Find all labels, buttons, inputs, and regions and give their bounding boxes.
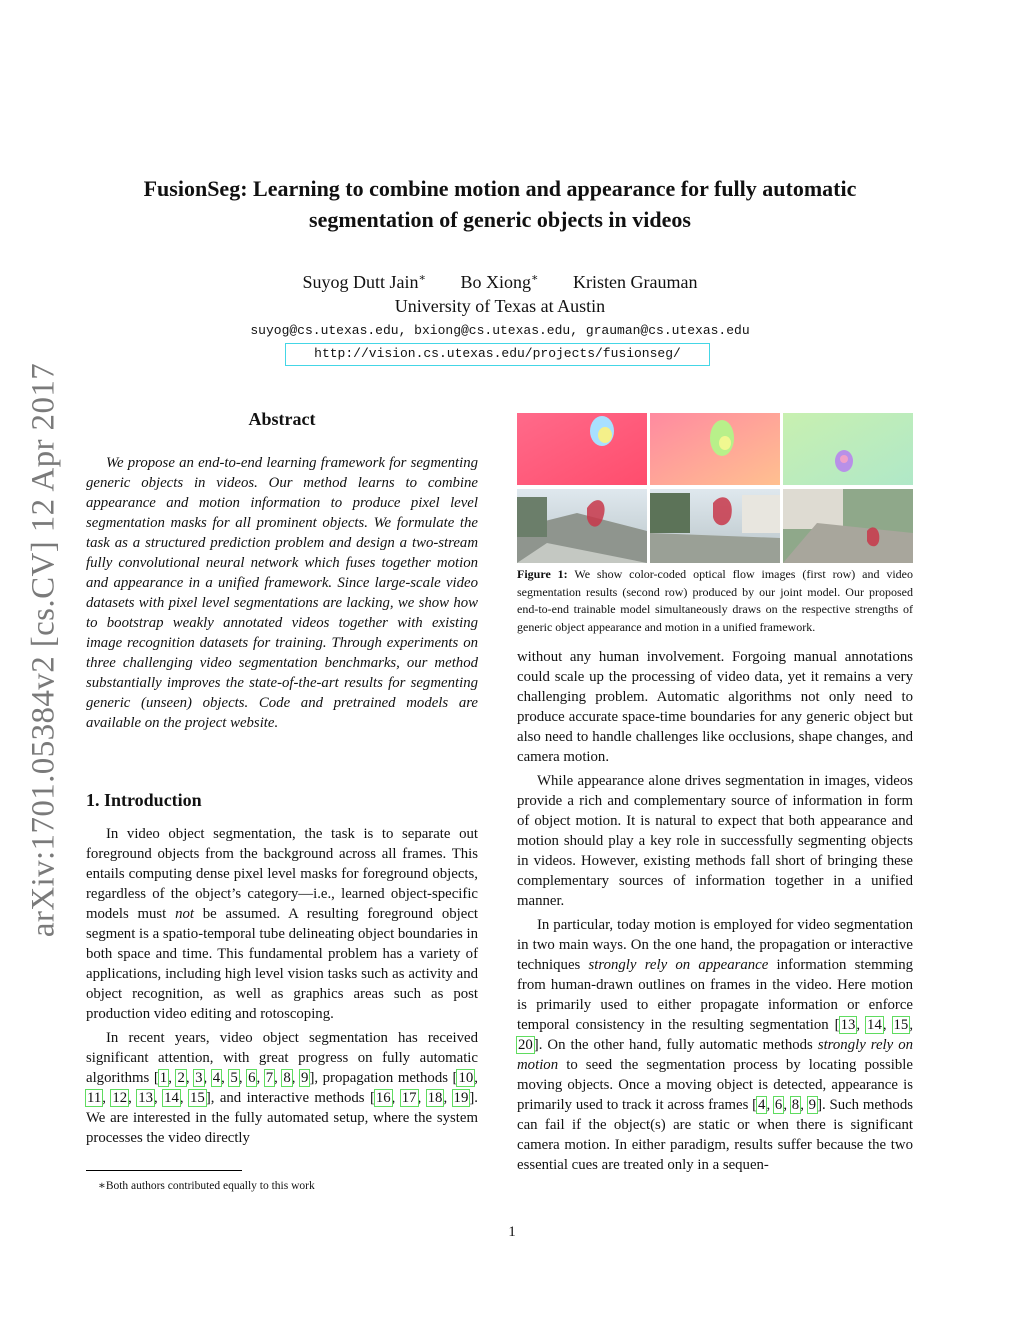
citation-link[interactable]: 16	[375, 1090, 391, 1106]
citation-link[interactable]: 11	[87, 1090, 102, 1106]
footnote: ∗Both authors contributed equally to this work	[98, 1180, 315, 1192]
citation-link[interactable]: 19	[453, 1090, 469, 1106]
paper-title: FusionSeg: Learning to combine motion and appearance for fully automatic segmentation of generic objects in videos	[143, 176, 857, 232]
affiliation: University of Texas at Austin	[394, 296, 606, 316]
citation-link[interactable]: 12	[112, 1090, 128, 1106]
citation-link[interactable]: 6	[774, 1097, 783, 1113]
citation-link[interactable]: 8	[283, 1070, 291, 1086]
citation-link[interactable]: 15	[190, 1090, 205, 1106]
citation-link[interactable]: 15	[893, 1017, 909, 1033]
citation-link[interactable]: 10	[458, 1070, 474, 1086]
citation-link[interactable]: 8	[791, 1097, 800, 1113]
citation-link[interactable]: 13	[840, 1017, 856, 1033]
citation-link[interactable]: 7	[265, 1070, 274, 1086]
citation-link[interactable]: 13	[138, 1090, 154, 1106]
abstract-heading: Abstract	[248, 409, 316, 429]
citation-link[interactable]: 14	[164, 1090, 179, 1106]
citation-link[interactable]: 14	[867, 1017, 882, 1033]
segmentation-image-3	[783, 489, 913, 563]
right-paragraph-3: In particular, today motion is employed for video segmentation in two main ways. On the one hand, the propagation or interactive techniques strongly rely on appearance information stemming from human-drawn outlines on frames in the video. Here motion is primarily used to either propagate information or enforce temporal consistency in the resulting segmentation [13, 14, 15, 20]. On the other hand, fully automatic methods strongly rely on motion to seed the segmentation process by locating possible moving objects. Once a moving object is detected, appearance is primarily used to track it across frames [4, 6, 8, 9]. Such methods can fail if the object(s) are static or when there is significant camera motion. In either paradigm, results suffer because the two essential cues are treated only in a sequen-	[517, 917, 914, 1173]
citation-link[interactable]: 18	[427, 1090, 443, 1106]
author-1: Suyog Dutt Jain∗	[302, 272, 427, 292]
citation-link[interactable]: 17	[401, 1090, 417, 1106]
right-paragraph-2: While appearance alone drives segmentation in images, videos provide a rich and complementary source of information in form of object motion. It is natural to expect that both appearance and motion should play a key role in successfully segmenting objects in videos. However, existing methods fall short of bringing these complementary sources of information together in a unified manner.	[517, 773, 913, 909]
intro-paragraph-1: In video object segmentation, the task is to separate out foreground objects from the background across all frames. This entails computing dense pixel level masks for foreground objects, regardless of the object’s category—i.e., learned object-specific models must not be assumed. A resulting foreground object segment is a spatio-temporal tube delineating object boundaries in both space and time. This fundamental problem has a variety of applications, including high level vision tasks such as activity and object recognition, as well as graphics areas such as post production video editing and rotoscoping.	[86, 826, 479, 1022]
citation-link[interactable]: 4	[758, 1097, 766, 1113]
citation-link[interactable]: 2	[177, 1070, 185, 1086]
figure-caption-text: We show color-coded optical flow images (first row) and video segmentation results (second row) produced by our joint model. Our proposed end-to-end trainable model simultaneously draws on the respective strengths of generic object appearance and motion in a unified framework.	[517, 567, 913, 634]
citation-link[interactable]: 6	[248, 1070, 256, 1086]
citation-link[interactable]: 9	[808, 1097, 817, 1113]
footnote-rule	[86, 1170, 242, 1171]
figure-label: Figure 1:	[517, 567, 568, 581]
page-number: 1	[508, 1224, 516, 1240]
citation-link[interactable]: 4	[212, 1070, 221, 1086]
citation-link[interactable]: 9	[301, 1070, 309, 1086]
segmentation-image-2	[650, 489, 780, 563]
author-emails: suyog@cs.utexas.edu, bxiong@cs.utexas.edu, grauman@cs.utexas.edu	[250, 323, 750, 338]
arxiv-id: arXiv:1701.05384v2 [cs.CV] 12 Apr 2017	[25, 362, 62, 938]
arxiv-stamp	[14, 350, 74, 950]
right-paragraph-1: without any human involvement. Forgoing manual annotations could scale up the processing of video data, yet it remains a very challenging problem. Automatic algorithms not only need to produce accurate space-time boundaries for any generic object but also need to handle challenges like occlusions, shape changes, and camera motion.	[517, 649, 913, 765]
figure-1-caption	[517, 566, 913, 636]
citation-link[interactable]: 3	[195, 1070, 203, 1086]
figure-1-image	[517, 413, 913, 563]
segmentation-image-1	[517, 489, 647, 563]
intro-body	[86, 824, 478, 1152]
citation-link[interactable]: 20	[518, 1037, 533, 1053]
intro-paragraph-2: In recent years, video object segmentation has received significant attention, with great progress on fully automatic algorithms [1, 2, 3, 4, 5, 6, 7, 8, 9], propagation methods [10, 11, 12, 13, 14, 15], and interactive methods [16, 17, 18, 19]. We are interested in the fully automated setup, where the system processes the video directly	[86, 1030, 478, 1146]
right-column-body	[517, 647, 913, 1179]
abstract-text: We propose an end-to-end learning framework for segmenting generic objects in videos. Our method learns to combine appearance and motion information to produce pixel level segmentation masks for all prominent objects. We formulate the task as a structured prediction problem and design a two-stream fully convolutional neural network which fuses together motion and appearance in a unified framework. Since large-scale video datasets with pixel level segmentations are lacking, we show how to bootstrap weakly annotated videos together with existing image recognition datasets for training. Through experiments on three challenging video segmentation benchmarks, our method substantially improves the state-of-the-art results for segmenting generic (unseen) objects. Code and pretrained models are available on the project website.	[86, 455, 478, 731]
author-2: Bo Xiong∗	[460, 272, 539, 292]
citation-link[interactable]: 1	[159, 1070, 168, 1086]
author-3: Kristen Grauman	[573, 272, 698, 292]
citation-link[interactable]: 5	[230, 1070, 238, 1086]
flow-image-1	[517, 413, 647, 485]
abstract-body	[86, 453, 478, 737]
intro-heading: 1. Introduction	[86, 790, 202, 810]
project-url-link[interactable]: http://vision.cs.utexas.edu/projects/fusionseg/	[285, 343, 710, 366]
flow-image-2	[650, 413, 780, 485]
authors	[100, 271, 900, 293]
flow-image-3	[783, 413, 913, 485]
